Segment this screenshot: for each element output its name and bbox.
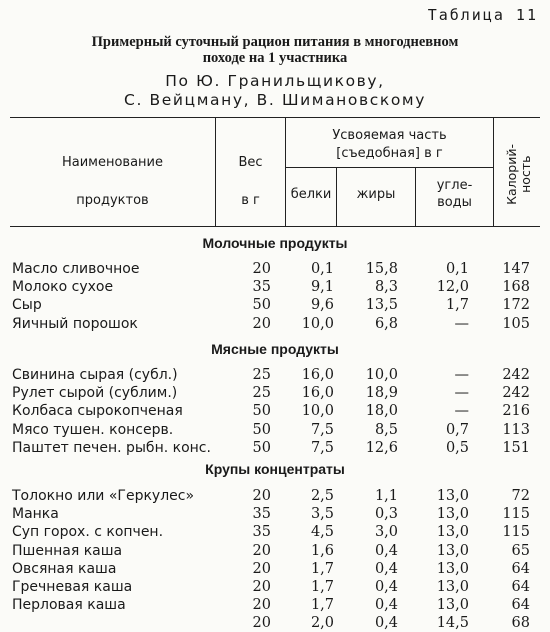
cell-protein: 2,5 <box>310 488 334 504</box>
table-row <box>0 402 550 420</box>
table-row <box>0 542 550 560</box>
cell-name: Толокно или «Геркулес» <box>12 488 195 504</box>
table-label: Таблица 11 <box>427 6 538 24</box>
table-row <box>0 366 550 384</box>
cell-carbs: 13,0 <box>436 542 469 559</box>
cell-protein: 1,6 <box>310 542 334 559</box>
cell-carbs: 13,0 <box>436 560 469 577</box>
cell-weight: 20 <box>252 597 271 614</box>
cell-fat: 10,0 <box>365 367 398 383</box>
cell-kcal: 64 <box>511 597 530 614</box>
cell-weight: 35 <box>252 524 271 541</box>
table-row <box>0 384 550 402</box>
title-line-1: Примерный суточный рацион питания в многодневном <box>91 34 459 50</box>
table-row <box>0 260 550 278</box>
cell-protein: 7,5 <box>310 421 334 438</box>
cell-fat: 1,1 <box>374 488 398 504</box>
cell-weight: 25 <box>252 385 271 402</box>
table-row <box>0 315 550 333</box>
cell-name: Гречневая каша <box>12 579 133 595</box>
cell-kcal: 168 <box>502 279 530 296</box>
cell-name: Яичный порошок <box>12 315 138 332</box>
section-heading: Крупы концентраты <box>205 461 345 477</box>
col-calories-header: Калорий- ность <box>504 143 533 205</box>
cell-fat: 15,8 <box>365 261 398 277</box>
cell-name: Суп горох. с копчен. <box>12 524 164 541</box>
cell-fat: 8,5 <box>374 421 398 438</box>
cell-name: Овсяная каша <box>12 560 117 577</box>
cell-name: Молоко сухое <box>12 279 114 296</box>
cell-protein: 9,6 <box>310 297 334 314</box>
cell-kcal: 64 <box>511 560 530 577</box>
page-title <box>0 34 550 66</box>
cell-weight: 20 <box>252 579 271 595</box>
table-row <box>0 578 550 596</box>
cell-protein: 3,5 <box>310 506 334 523</box>
cell-name: Свинина сырая (субл.) <box>12 367 178 383</box>
cell-fat: 0,4 <box>374 542 398 559</box>
cell-carbs: 13,0 <box>436 524 469 541</box>
cell-name: Пшенная каша <box>12 542 123 559</box>
cell-name: Рулет сырой (сублим.) <box>12 385 178 402</box>
col-protein-header: белки <box>290 187 332 202</box>
cell-protein: 7,5 <box>310 439 334 456</box>
cell-kcal: 113 <box>502 421 530 438</box>
cell-carbs: — <box>454 315 469 332</box>
cell-weight: 50 <box>252 439 271 456</box>
cell-protein: 0,1 <box>310 261 334 277</box>
cell-carbs: 13,0 <box>436 506 469 523</box>
cell-protein: 4,5 <box>310 524 334 541</box>
cell-protein: 16,0 <box>301 367 334 383</box>
cell-weight: 50 <box>252 421 271 438</box>
cell-carbs: — <box>454 385 469 402</box>
col-name-header: Наименование продуктов <box>61 155 164 208</box>
cell-weight: 20 <box>252 560 271 577</box>
table-row <box>0 505 550 523</box>
table-row <box>0 439 550 457</box>
table-row <box>0 296 550 314</box>
cell-protein: 10,0 <box>301 403 334 420</box>
cell-name: Сыр <box>12 297 42 314</box>
cell-kcal: 147 <box>502 261 530 277</box>
cell-weight: 35 <box>252 279 271 296</box>
authors-line-2: С. Вейцману, В. Шимановскому <box>124 91 426 109</box>
cell-fat: 0,4 <box>374 560 398 577</box>
cell-fat: 0,4 <box>374 579 398 595</box>
cell-carbs: 14,5 <box>436 615 469 632</box>
col-weight-header: Вес в г <box>238 155 263 208</box>
cell-carbs: 13,0 <box>436 579 469 595</box>
cell-weight: 25 <box>252 367 271 383</box>
cell-kcal: 105 <box>502 315 530 332</box>
title-line-2: походе на 1 участника <box>202 50 348 66</box>
cell-fat: 0,4 <box>374 597 398 614</box>
cell-kcal: 242 <box>502 385 530 402</box>
cell-carbs: 13,0 <box>436 488 469 504</box>
cell-carbs: 0,7 <box>445 421 469 438</box>
cell-name: Паштет печен. рыбн. конс. <box>12 439 211 456</box>
cell-carbs: 13,0 <box>436 597 469 614</box>
cell-protein: 9,1 <box>310 279 334 296</box>
table-row <box>0 614 550 632</box>
cell-carbs: 0,1 <box>445 261 469 277</box>
cell-kcal: 72 <box>511 488 530 504</box>
cell-carbs: — <box>454 367 469 383</box>
cell-fat: 0,3 <box>374 506 398 523</box>
cell-kcal: 65 <box>511 542 530 559</box>
cell-protein: 16,0 <box>301 385 334 402</box>
cell-name: Манка <box>12 506 59 523</box>
cell-fat: 0,4 <box>374 615 398 632</box>
cell-carbs: 1,7 <box>445 297 469 314</box>
cell-carbs: 0,5 <box>445 439 469 456</box>
cell-weight: 50 <box>252 403 271 420</box>
cell-protein: 10,0 <box>301 315 334 332</box>
authors-line-1: По Ю. Гранильщикову, <box>165 72 385 90</box>
cell-carbs: 12,0 <box>436 279 469 296</box>
header-divider-5 <box>493 118 494 226</box>
cell-weight: 20 <box>252 615 271 632</box>
table-row <box>0 596 550 614</box>
authors <box>0 72 550 110</box>
section-heading: Молочные продукты <box>202 235 348 251</box>
section-heading: Мясные продукты <box>211 341 339 357</box>
cell-weight: 20 <box>252 542 271 559</box>
cell-weight: 20 <box>252 261 271 277</box>
cell-kcal: 216 <box>502 403 530 420</box>
table-row <box>0 421 550 439</box>
cell-weight: 50 <box>252 297 271 314</box>
cell-kcal: 68 <box>511 615 530 632</box>
cell-weight: 20 <box>252 315 271 332</box>
header-sub-rule <box>285 167 493 168</box>
cell-fat: 13,5 <box>365 297 398 314</box>
cell-name: Колбаса сырокопченая <box>12 403 183 420</box>
cell-fat: 6,8 <box>374 315 398 332</box>
cell-kcal: 115 <box>502 506 530 523</box>
cell-kcal: 115 <box>502 524 530 541</box>
table-row <box>0 523 550 541</box>
cell-name: Мясо тушен. консерв. <box>12 421 174 438</box>
col-carbs-header: угле- воды <box>436 178 473 210</box>
cell-fat: 12,6 <box>365 439 398 456</box>
header-top-rule <box>10 117 540 118</box>
cell-fat: 18,0 <box>365 403 398 420</box>
cell-fat: 3,0 <box>374 524 398 541</box>
cell-kcal: 242 <box>502 367 530 383</box>
cell-kcal: 64 <box>511 579 530 595</box>
header-bottom-rule <box>10 226 540 227</box>
cell-fat: 18,9 <box>365 385 398 402</box>
col-digestible-header: Усвояемая часть [съедобная] в г <box>332 128 447 161</box>
cell-kcal: 151 <box>502 439 530 456</box>
table-row <box>0 487 550 505</box>
cell-protein: 1,7 <box>310 579 334 595</box>
cell-name: Масло сливочное <box>12 261 140 277</box>
cell-kcal: 172 <box>502 297 530 314</box>
cell-name: Перловая каша <box>12 597 126 614</box>
table-row <box>0 278 550 296</box>
cell-protein: 1,7 <box>310 597 334 614</box>
cell-weight: 20 <box>252 488 271 504</box>
cell-weight: 35 <box>252 506 271 523</box>
cell-fat: 8,3 <box>374 279 398 296</box>
cell-protein: 1,7 <box>310 560 334 577</box>
cell-protein: 2,0 <box>310 615 334 632</box>
table-row <box>0 560 550 578</box>
cell-carbs: — <box>454 403 469 420</box>
col-fat-header: жиры <box>356 187 396 202</box>
